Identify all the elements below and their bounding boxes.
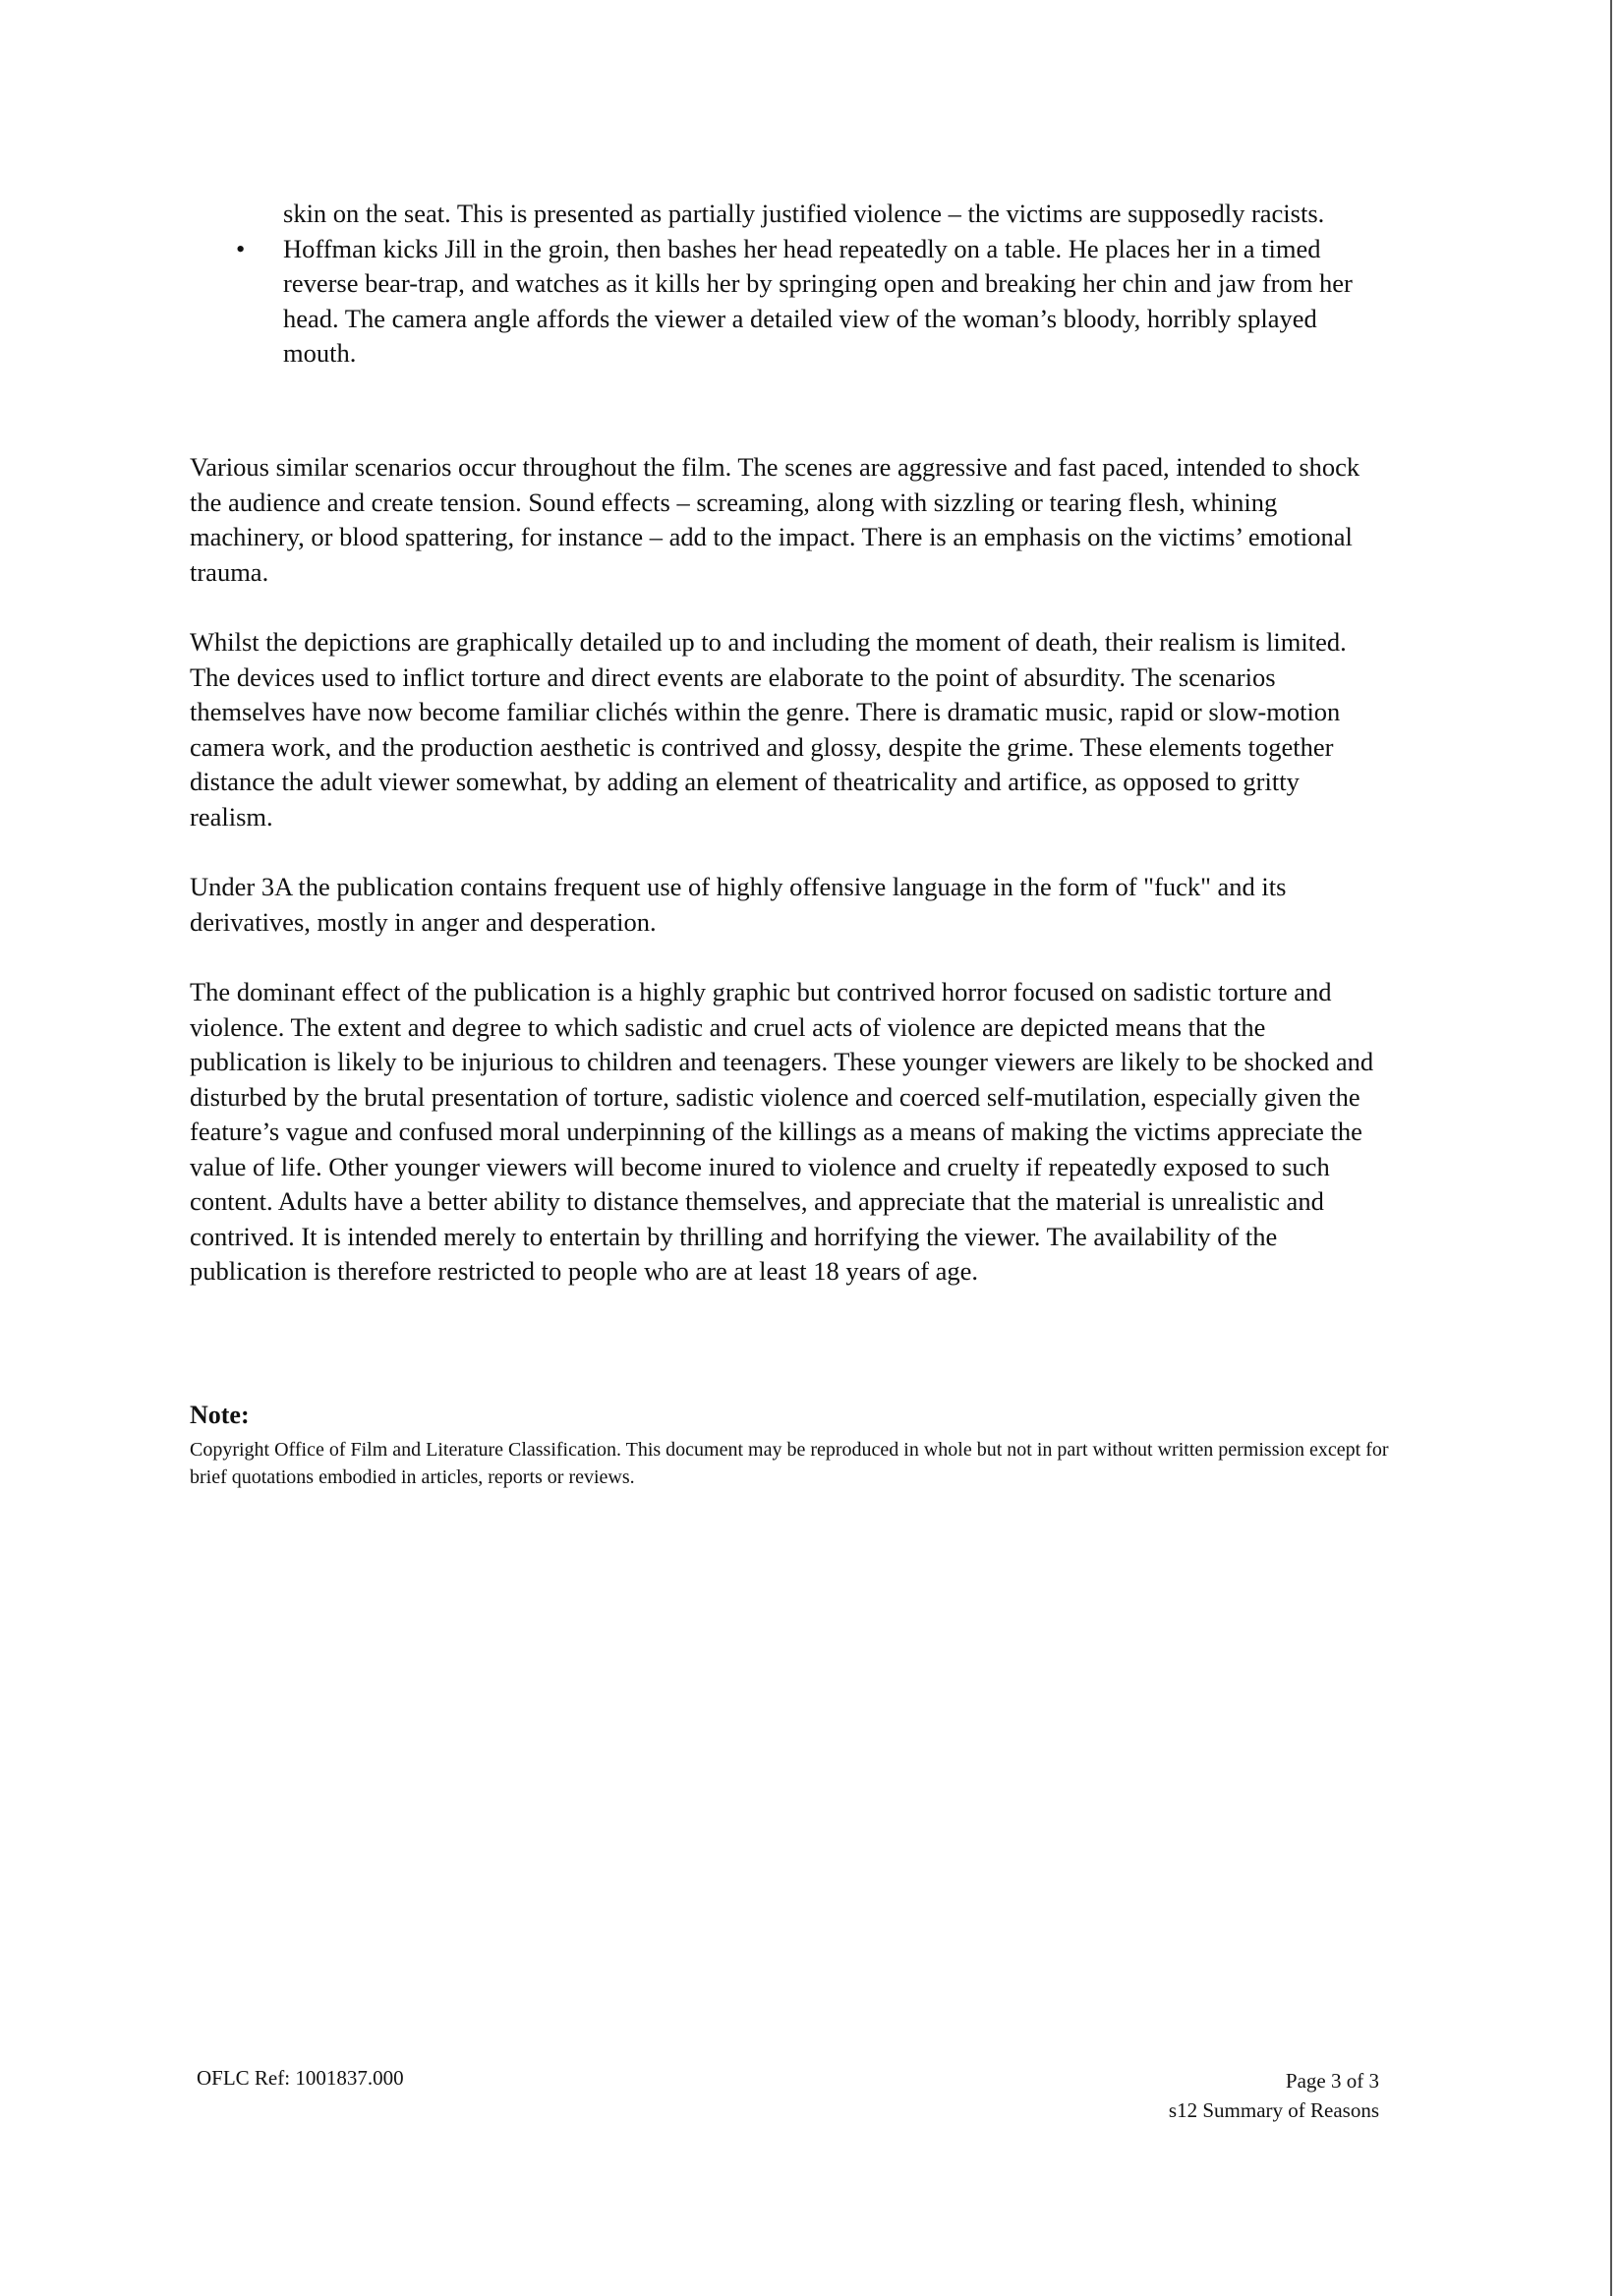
paragraph: The dominant effect of the publication is a highly graphic but contrived horror focused on sadistic torture and violence. The extent and degree to which sadistic and cruel acts of violence are depicted means that the publication is likely to be injurious to children and teenagers. These younger viewers are likely to be shocked and disturbed by the brutal presentation of torture, sadistic violence and coerced self-mutilation, especially given the feature’s vague and confused moral underpinning of the killings as a means of making the victims appreciate the value of life. Other younger viewers will become inured to violence and cruelty if repeatedly exposed to such content. Adults have a better ability to distance themselves, and appreciate that the material is unrealistic and contrived. It is intended merely to entertain by thrilling and horrifying the viewer. The availability of the publication is therefore restricted to people who are at least 18 years of age. bbox=[190, 977, 1374, 1286]
paragraph: Various similar scenarios occur throughout the film. The scenes are aggressive and fast paced, intended to shock the audience and create tension. Sound effects – screaming, along with sizzling or tearing flesh, whining machinery, or blood spattering, for instance – add to the impact. There is an emphasis on the victims’ emotional trauma. bbox=[190, 452, 1360, 587]
paragraph: Under 3A the publication contains frequent use of highly offensive language in the form of "fuck" and its derivatives, mostly in anger and desperation. bbox=[190, 872, 1287, 937]
bullet-text: skin on the seat. This is presented as partially justified violence – the victims are supposedly racists. bbox=[283, 199, 1325, 228]
bullet-list bbox=[236, 197, 1366, 372]
bullet-item bbox=[236, 232, 1366, 372]
bullet-icon: • bbox=[236, 233, 246, 263]
footer-ref: OFLC Ref: 1001837.000 bbox=[197, 2066, 404, 2090]
scan-edge bbox=[1610, 0, 1612, 2296]
paragraph: Whilst the depictions are graphically detailed up to and including the moment of death, their realism is limited. The devices used to inflict torture and direct events are elaborate to the point of absurdity. The scenarios themselves have now become familiar clichés within the genre. There is dramatic music, rapid or slow-motion camera work, and the production aesthetic is contrived and glossy, despite the grime. These elements together distance the adult viewer somewhat, by adding an element of theatricality and artifice, as opposed to gritty realism. bbox=[190, 627, 1347, 832]
page-number: Page 3 of 3 bbox=[1285, 2069, 1379, 2093]
bullet-text: Hoffman kicks Jill in the groin, then bashes her head repeatedly on a table. He places her in a timed reverse bear-trap, and watches as it kills her by springing open and breaking her chin and jaw from her head. The camera angle affords the viewer a detailed view of the woman’s bloody, horribly splayed mouth. bbox=[283, 233, 1353, 368]
note-text: Copyright Office of Film and Literature Classification. This document may be reproduced in whole but not in part without written permission except for brief quotations embodied in articles, reports or reviews. bbox=[190, 1439, 1389, 1488]
bullet-item bbox=[236, 197, 1366, 232]
document-type: s12 Summary of Reasons bbox=[1168, 2098, 1379, 2122]
note-heading: Note: bbox=[190, 1401, 250, 1429]
footer-right bbox=[1169, 2066, 1379, 2125]
